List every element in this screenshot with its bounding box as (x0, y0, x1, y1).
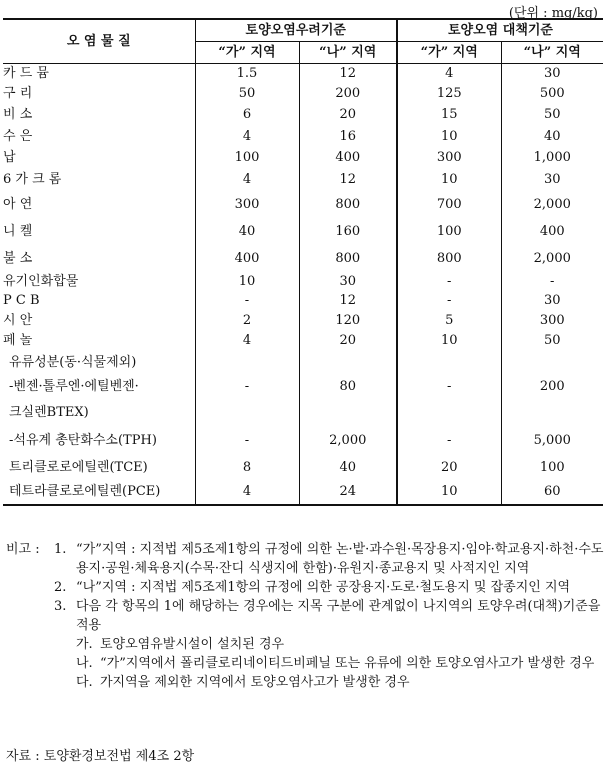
note-3-sub-da-text: 가지역을 제외한 지역에서 토양오염사고가 발생한 경우 (100, 675, 410, 690)
note-3-sub-na (6, 654, 604, 673)
value-concern-na: 20 (299, 331, 397, 351)
value-concern-ga: - (195, 426, 299, 455)
note-2-text: “나”지역 : 지적법 제5조제1항의 규정에 의한 공장용지·도로·철도용지 및 잡종지인 지역 (76, 580, 571, 595)
value-action-na: 5,000 (501, 426, 603, 455)
pollutant-name: 트리클로로에틸렌(TCE) (9, 459, 148, 475)
value-action-na: 300 (501, 311, 603, 331)
pollutant-name: 시 안 (3, 313, 33, 328)
pollutant-name: 구 리 (3, 86, 33, 101)
column-group-action: 토양오염 대책기준 (397, 19, 603, 42)
column-header-concern-ga: “가” 지역 (195, 42, 299, 64)
value-action-ga: 300 (397, 147, 501, 169)
unit-label: (단위 : mg/kg) (508, 6, 598, 21)
table-row (3, 84, 603, 104)
value-concern-ga: 10 (195, 273, 299, 291)
table-row (3, 273, 603, 291)
value-concern-na: 12 (299, 64, 397, 84)
value-concern-na: 120 (299, 311, 397, 331)
note-3-sub-ga-text: 토양오염유발시설이 설치된 경우 (100, 637, 285, 652)
pollutant-name: 불 소 (3, 251, 33, 266)
value-action-na: 50 (501, 104, 603, 126)
value-action-ga: 100 (397, 219, 501, 245)
value-action-ga: - (397, 426, 501, 455)
value-concern-ga: 100 (195, 147, 299, 169)
note-3-sub-da-label: 다. (76, 675, 93, 690)
value-concern-na: 20 (299, 104, 397, 126)
pollutant-name: 테트라클로로에틸렌(PCE) (3, 480, 195, 505)
standards-table (3, 18, 603, 506)
value-concern-ga: 1.5 (195, 64, 299, 84)
value-action-ga: - (397, 273, 501, 291)
value-concern-ga: 4 (195, 126, 299, 147)
value-concern-ga: 4 (195, 169, 299, 190)
table-row (3, 190, 603, 219)
value-action-ga: 20 (397, 455, 501, 480)
table-row (3, 455, 603, 480)
value-concern-na: 16 (299, 126, 397, 147)
value-concern-ga: 400 (195, 245, 299, 273)
table-row (3, 331, 603, 351)
pollutant-name: 납 (3, 150, 16, 165)
value-concern-na: 40 (299, 455, 397, 480)
value-action-na: 500 (501, 84, 603, 104)
value-action-na: 40 (501, 126, 603, 147)
table-row (3, 245, 603, 273)
value-action-ga: 10 (397, 126, 501, 147)
note-3-sub-na-text: “가”지역에서 폴리클로리네이티드비페닐 또는 유류에 의한 토양오염사고가 발생한 경우 (100, 656, 595, 671)
table-row (3, 147, 603, 169)
table-row (3, 374, 603, 400)
value-concern-na: 800 (299, 245, 397, 273)
value-action-ga: - (397, 291, 501, 311)
note-3-sub-ga (6, 635, 604, 654)
pollutant-name: 크실렌BTEX) (9, 405, 89, 420)
value-action-ga: 10 (397, 331, 501, 351)
note-3-sub-da (6, 673, 604, 692)
table-row (3, 169, 603, 190)
note-1 (6, 540, 604, 578)
source-line: 자료 : 토양환경보전법 제4조 2항 (6, 749, 195, 764)
value-action-na: 1,000 (501, 147, 603, 169)
pollutant-name: 아 연 (3, 196, 33, 212)
pollutant-name: 비 소 (3, 107, 33, 122)
value-action-na: 200 (501, 374, 603, 400)
value-concern-na: 80 (299, 374, 397, 400)
value-concern-na: 400 (299, 147, 397, 169)
pollutant-name: 유류성분(동·식물제외) (9, 354, 137, 370)
value-concern-na: 30 (299, 273, 397, 291)
table-row (3, 400, 603, 426)
header-row-groups (3, 19, 603, 42)
note-3-number: 3. (54, 599, 67, 614)
note-2 (6, 578, 604, 597)
pollutant-name: 페 놀 (3, 333, 33, 348)
value-action-na: 30 (501, 64, 603, 84)
value-concern-na: 200 (299, 84, 397, 104)
table-row (3, 291, 603, 311)
value-concern-na (299, 400, 397, 426)
note-3-sub-na-label: 나. (76, 656, 93, 671)
value-concern-na: 12 (299, 291, 397, 311)
value-concern-ga: 50 (195, 84, 299, 104)
table-row (3, 480, 603, 505)
value-concern-ga: 8 (195, 455, 299, 480)
value-concern-ga: - (195, 291, 299, 311)
value-concern-na: 12 (299, 169, 397, 190)
value-concern-na: 24 (299, 480, 397, 505)
pollutant-name: 수 은 (3, 128, 33, 144)
value-action-na (501, 400, 603, 426)
value-action-na: 100 (501, 455, 603, 480)
value-concern-ga (195, 351, 299, 374)
value-concern-na: 160 (299, 219, 397, 245)
column-header-action-ga: “가” 지역 (397, 42, 501, 64)
column-header-pollutant: 오 염 물 질 (3, 19, 195, 64)
pollutant-name: -석유계 총탄화수소(TPH) (9, 432, 157, 448)
table-row (3, 311, 603, 331)
pollutant-name: 카 드 뮴 (3, 66, 49, 82)
value-concern-na: 2,000 (299, 426, 397, 455)
note-1-number: 1. (54, 542, 67, 557)
table-row (3, 426, 603, 455)
value-action-na: 30 (501, 291, 603, 311)
table-row (3, 126, 603, 147)
column-header-action-na: “나” 지역 (501, 42, 603, 64)
pollutant-name: P C B (3, 293, 40, 308)
note-2-number: 2. (54, 580, 67, 595)
value-concern-ga: 40 (195, 219, 299, 245)
value-concern-ga: - (195, 374, 299, 400)
value-action-na: - (501, 273, 603, 291)
value-action-ga (397, 351, 501, 374)
value-action-ga: 15 (397, 104, 501, 126)
value-action-na: 400 (501, 219, 603, 245)
value-action-na: 2,000 (501, 245, 603, 273)
column-group-concern: 토양오염우려기준 (195, 19, 397, 42)
value-concern-ga: 2 (195, 311, 299, 331)
value-action-ga: 5 (397, 311, 501, 331)
value-action-ga: 800 (397, 245, 501, 273)
value-action-ga: - (397, 374, 501, 400)
note-1-text: “가”지역 : 지적법 제5조제1항의 규정에 의한 논·밭·과수원·목장용지·임야·학교용지·하천·수도용지·공원·체육용지(수목·잔디 식생지에 한함)·유원지·종교용지 및 사적지인 지역 (76, 542, 604, 576)
note-3-sub-ga-label: 가. (76, 637, 93, 652)
pollutant-name: 니 켈 (3, 224, 33, 239)
value-concern-ga: 6 (195, 104, 299, 126)
notes-prefix: 비고 : (6, 542, 40, 557)
table-row (3, 219, 603, 245)
value-concern-na (299, 351, 397, 374)
value-action-na: 50 (501, 331, 603, 351)
value-concern-ga (195, 400, 299, 426)
value-concern-ga: 4 (195, 480, 299, 505)
notes-section (6, 540, 604, 692)
note-3 (6, 597, 604, 635)
value-action-na: 60 (501, 480, 603, 505)
value-concern-ga: 300 (195, 190, 299, 219)
value-action-na: 30 (501, 169, 603, 190)
value-concern-ga: 4 (195, 331, 299, 351)
note-3-text: 다음 각 항목의 1에 해당하는 경우에는 지목 구분에 관계없이 나지역의 토양우려(대책)기준을 적용 (76, 599, 601, 633)
table-row (3, 64, 603, 84)
value-action-ga: 10 (397, 480, 501, 505)
value-action-ga (397, 400, 501, 426)
value-action-ga: 700 (397, 190, 501, 219)
value-action-ga: 4 (397, 64, 501, 84)
value-concern-na: 800 (299, 190, 397, 219)
pollutant-name: 6 가 크 롬 (3, 171, 62, 187)
table-row (3, 351, 603, 374)
value-action-na (501, 351, 603, 374)
column-header-concern-na: “나” 지역 (299, 42, 397, 64)
value-action-na: 2,000 (501, 190, 603, 219)
table-row (3, 104, 603, 126)
pollutant-name: 유기인화합물 (3, 274, 79, 289)
pollutant-name: -벤젠·톨루엔·에틸벤젠· (9, 379, 139, 394)
value-action-ga: 10 (397, 169, 501, 190)
value-action-ga: 125 (397, 84, 501, 104)
